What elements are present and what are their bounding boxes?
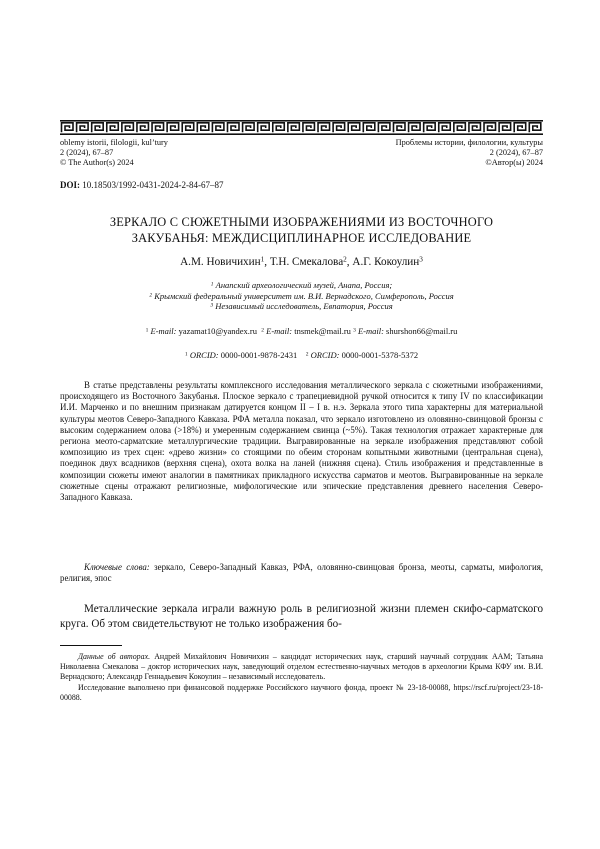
email-link[interactable]: tnsmek@mail.ru [294, 326, 351, 336]
footnotes [60, 652, 543, 705]
affiliation-item [60, 291, 543, 302]
author-sup: 1 [261, 255, 265, 263]
intro-paragraph: Металлические зеркала играли важную роль в религиозной жизни племен скифо-сарматского круга. Об этом свидетельствуют не только изображения бо- [60, 602, 543, 631]
author-info-footnote [60, 652, 543, 681]
keywords-text: зеркало, Северо-Западный Кавказ, РФА, оловянно-свинцовая бронза, меоты, сарматы, мифология, религия, эпос [60, 562, 543, 583]
author-name: А.Г. Кокоулин [352, 256, 419, 268]
orcid-link[interactable]: 0000-0001-5378-5372 [342, 350, 419, 360]
article-page [0, 0, 600, 849]
orcid-sup: 1 [185, 351, 188, 357]
doi-label: DOI: [60, 180, 80, 190]
author-info-label: Данные об авторах. [78, 652, 150, 661]
email-label: E-mail: [151, 326, 177, 336]
meander-ornament-border [60, 120, 543, 135]
author-sup: 3 [419, 255, 423, 263]
orcid-link[interactable]: 0000-0001-9878-2431 [221, 350, 298, 360]
author-sup: 2 [343, 255, 347, 263]
doi-value[interactable]: 10.18503/1992-0431-2024-2-84-67–87 [82, 180, 223, 190]
keywords [60, 562, 543, 584]
email-label: E-mail: [266, 326, 292, 336]
author-name: А.М. Новичихин [180, 256, 261, 268]
title-line-2: ЗАКУБАНЬЯ: МЕЖДИСЦИПЛИНАРНОЕ ИССЛЕДОВАНИЕ [60, 230, 543, 246]
affiliation-sup: 2 [149, 292, 152, 298]
author-separator: , [264, 256, 270, 268]
orcid-label: ORCID: [190, 350, 219, 360]
author-separator: , [347, 256, 353, 268]
journal-name-latin: oblemy istorii, filologii, kul’tury [60, 138, 168, 148]
journal-name-cyrillic: Проблемы истории, филологии, культуры [282, 138, 543, 148]
author-list [60, 256, 543, 268]
copyright-left: © The Author(s) 2024 [60, 158, 168, 168]
author-info-text: Андрей Михайлович Новичихин – кандидат исторических наук, старший научный сотрудник ААМ; Татьяна Николаевна Смекалова – доктор исторических наук, заведующий отделом естественно-научных методов в археологии Крыма КФУ им. В.И. Вернадского; Александр Геннадьевич Кокоулин – независимый исследователь. [60, 652, 543, 681]
author-name: Т.Н. Смекалова [270, 256, 343, 268]
affiliation-item [60, 280, 543, 291]
affiliation-sup: 1 [211, 281, 214, 287]
copyright-right: ©Автор(ы) 2024 [282, 158, 543, 168]
footnote-divider [60, 645, 122, 646]
affiliation-text: Крымский федеральный университет им. В.И. Вернадского, Симферополь, Россия [154, 291, 453, 301]
orcid-label: ORCID: [311, 350, 340, 360]
keywords-label: Ключевые слова: [84, 562, 150, 572]
orcid-sup: 2 [306, 351, 309, 357]
funding-footnote: Исследование выполнено при финансовой поддержке Российского научного фонда, проект № 23-18-00088, https://rscf.ru/project/23-18-00088. [60, 683, 543, 703]
affiliation-item [60, 301, 543, 312]
article-title [60, 214, 543, 246]
email-label: E-mail: [358, 326, 384, 336]
email-line [60, 326, 543, 336]
affiliations [60, 280, 543, 312]
header-right [282, 138, 543, 168]
affiliation-sup: 3 [210, 302, 213, 308]
email-sup: 3 [353, 327, 356, 333]
email-sup: 2 [261, 327, 264, 333]
email-sup: 1 [146, 327, 149, 333]
affiliation-text: Независимый исследователь, Евпатория, Россия [215, 301, 392, 311]
orcid-line [60, 350, 543, 360]
issue-pages-left: 2 (2024), 67–87 [60, 148, 168, 158]
issue-pages-right: 2 (2024), 67–87 [282, 148, 543, 158]
email-link[interactable]: yazamat10@yandex.ru [179, 326, 257, 336]
email-link[interactable]: shurshon66@mail.ru [386, 326, 457, 336]
abstract-text: В статье представлены результаты комплексного исследования металлического зеркала с сюжетными изображениями, происходящего из Восточного Закубанья. Плоское зеркало с трапециевидной ручкой относится к типу IV по классификации И.И. Марченко и по внешним признакам датируется концом II – I в. н.э. Зеркала этого типа характерны для материальной культуры меотов Северо-Западного Кавказа. РФА металла показал, что зеркало изготовлено из оловянно-свинцовой бронзы с высоким содержанием олова (>18%) и умеренным содержанием свинца (~5%). Такая технология отражает характерные для региона меото-сарматские металлургические традиции. Выгравированные на зеркале изображения представляют собой композицию из трех сцен: «древо жизни» со стоящими по обеим сторонам копытными животными (центральная сцена), поединок двух всадников (верхняя сцена), охота волка на ланей (нижняя сцена). Стиль изображения и представленные в композиции сюжеты имеют аналогии в памятниках прикладного искусства сарматов и меотов. Выгравированные на зеркале сюжетные сцены отражают религиозные, мифологические или эпические представления древнего населения Северо-Западного Кавказа. [60, 380, 543, 503]
affiliation-text: Анапский археологический музей, Анапа, Россия; [216, 280, 393, 290]
title-line-1: ЗЕРКАЛО С СЮЖЕТНЫМИ ИЗОБРАЖЕНИЯМИ ИЗ ВОСТОЧНОГО [60, 214, 543, 230]
header-left [60, 138, 168, 168]
doi-line [60, 180, 224, 190]
